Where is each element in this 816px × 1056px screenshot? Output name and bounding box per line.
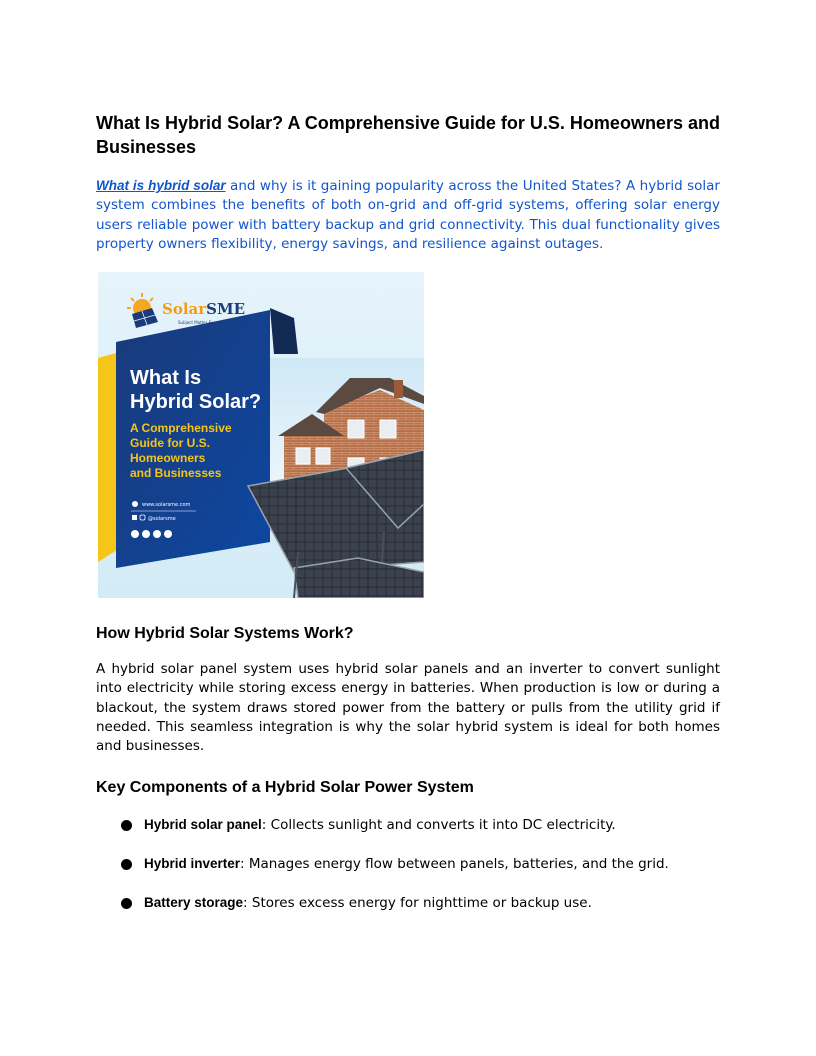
hero-sub-2: Guide for U.S. bbox=[130, 436, 211, 450]
hero-headline-1: What Is bbox=[130, 367, 202, 389]
bullet-icon bbox=[121, 898, 132, 909]
intro-paragraph bbox=[96, 176, 720, 254]
list-item bbox=[96, 815, 720, 854]
component-desc: : Collects sunlight and converts it into DC electricity. bbox=[261, 817, 616, 833]
hero-image bbox=[98, 272, 424, 598]
hero-sub-4: and Businesses bbox=[130, 466, 222, 480]
social-icon-3 bbox=[153, 530, 161, 538]
list-item bbox=[96, 893, 720, 932]
hero-sub-3: Homeowners bbox=[130, 451, 206, 465]
component-desc: : Stores excess energy for nighttime or backup use. bbox=[243, 895, 592, 911]
logo-tagline: Subject Matter Expert bbox=[178, 320, 222, 325]
logo-brand: SolarSME bbox=[162, 300, 246, 318]
how-it-works-heading: How Hybrid Solar Systems Work? bbox=[96, 625, 354, 642]
social-icon-2 bbox=[142, 530, 150, 538]
hero-headline-2: Hybrid Solar? bbox=[130, 391, 262, 413]
facebook-icon bbox=[132, 515, 137, 520]
components-list bbox=[96, 815, 720, 932]
hero-sub-1: A Comprehensive bbox=[130, 421, 232, 435]
social-icon-4 bbox=[164, 530, 172, 538]
social-icon-1 bbox=[131, 530, 139, 538]
hero-handle: @solarsme bbox=[148, 516, 176, 522]
globe-icon bbox=[132, 501, 138, 507]
bullet-icon bbox=[121, 820, 132, 831]
component-term: Hybrid solar panel bbox=[144, 817, 262, 832]
component-term: Battery storage bbox=[144, 895, 244, 910]
key-components-heading: Key Components of a Hybrid Solar Power System bbox=[96, 779, 474, 796]
component-term: Hybrid inverter bbox=[144, 856, 241, 871]
how-it-works-paragraph: A hybrid solar panel system uses hybrid solar panels and an inverter to convert sunlight into electricity while storing excess energy in batteries. When production is low or during a blackout, the system draws stored power from the battery or pulls from the utility grid if needed. This seamless integration is why the solar hybrid system is ideal for both homes and businesses. bbox=[96, 661, 720, 755]
page-title: What Is Hybrid Solar? A Comprehensive Guide for U.S. Homeowners and Businesses bbox=[96, 113, 720, 157]
logo-brand-suffix: SME bbox=[206, 300, 246, 318]
list-item bbox=[96, 854, 720, 893]
hybrid-solar-link[interactable]: What is hybrid solar bbox=[96, 178, 226, 193]
bullet-icon bbox=[121, 859, 132, 870]
component-desc: : Manages energy flow between panels, batteries, and the grid. bbox=[240, 856, 669, 872]
intro-text: and why is it gaining popularity across the United States? A hybrid solar system combines the benefits of both on-grid and off-grid systems, offering solar energy users reliable power with battery backup and grid connectivity. This dual functionality gives property owners flexibility, energy savings, and resilience against outages. bbox=[96, 178, 720, 252]
hero-website: www.solarsme.com bbox=[142, 502, 191, 508]
